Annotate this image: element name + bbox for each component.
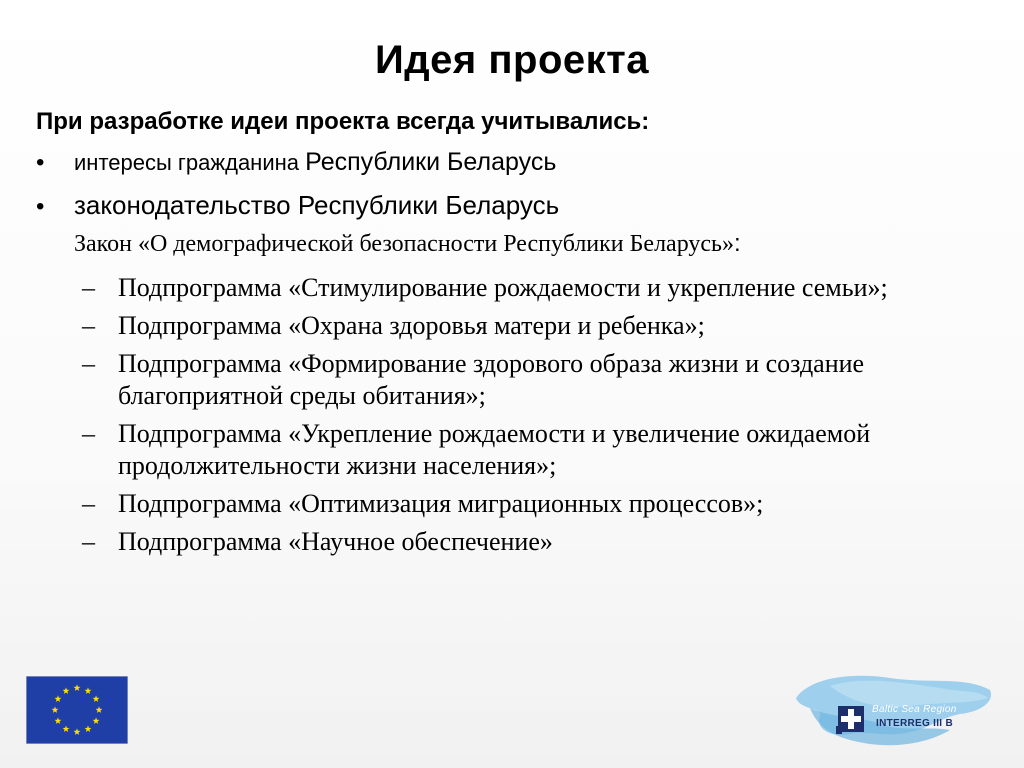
subprogram-text: Подпрограмма «Научное обеспечение» (118, 527, 553, 556)
slide-title (0, 38, 1024, 83)
bullet-text: законодательство Республики Беларусь (74, 190, 560, 220)
bullet-text-part: Республики Беларусь (305, 148, 557, 176)
title-word-2: проекта (488, 38, 649, 82)
bullet-item (36, 148, 556, 177)
dash-marker: – (82, 489, 95, 518)
bullet-marker: • (36, 193, 45, 220)
subprogram-text: Подпрограмма «Оптимизация миграционных процессов»; (118, 489, 764, 518)
bullet-item (36, 190, 559, 221)
dash-marker: – (82, 311, 95, 340)
list-item (82, 526, 962, 558)
subprogram-text: Подпрограмма «Укрепление рождаемости и увеличение ожидаемой продолжительности жизни населения»; (118, 419, 871, 480)
interreg-logo (790, 668, 996, 756)
intro-text: При разработке идеи проекта всегда учитывались: (36, 108, 650, 135)
interreg-region-label: Baltic Sea Region (872, 704, 957, 715)
law-title (74, 230, 741, 258)
list-item (82, 272, 962, 304)
subprogram-list (82, 272, 962, 564)
law-text: Закон «О демографической безопасности Республики Беларусь» (74, 231, 734, 257)
dash-marker: – (82, 419, 95, 448)
list-item (82, 348, 962, 412)
list-item (82, 310, 962, 342)
subprogram-text: Подпрограмма «Охрана здоровья матери и ребенка»; (118, 311, 705, 340)
dash-marker: – (82, 349, 95, 378)
law-colon: : (734, 230, 741, 257)
dash-marker: – (82, 527, 95, 556)
subprogram-text: Подпрограмма «Стимулирование рождаемости и укрепление семьи»; (118, 273, 888, 302)
bullet-text (74, 148, 556, 177)
bullet-marker: • (36, 149, 45, 176)
eu-flag-icon (26, 676, 128, 744)
list-item (82, 418, 962, 482)
subprogram-text: Подпрограмма «Формирование здорового образа жизни и создание благоприятной среды обитания»; (118, 349, 865, 410)
list-item (82, 488, 962, 520)
bullet-text-part: интересы гражданина (74, 150, 306, 175)
title-word-1: Идея (375, 38, 477, 82)
interreg-program-label: INTERREG III B (876, 718, 953, 729)
dash-marker: – (82, 273, 95, 302)
